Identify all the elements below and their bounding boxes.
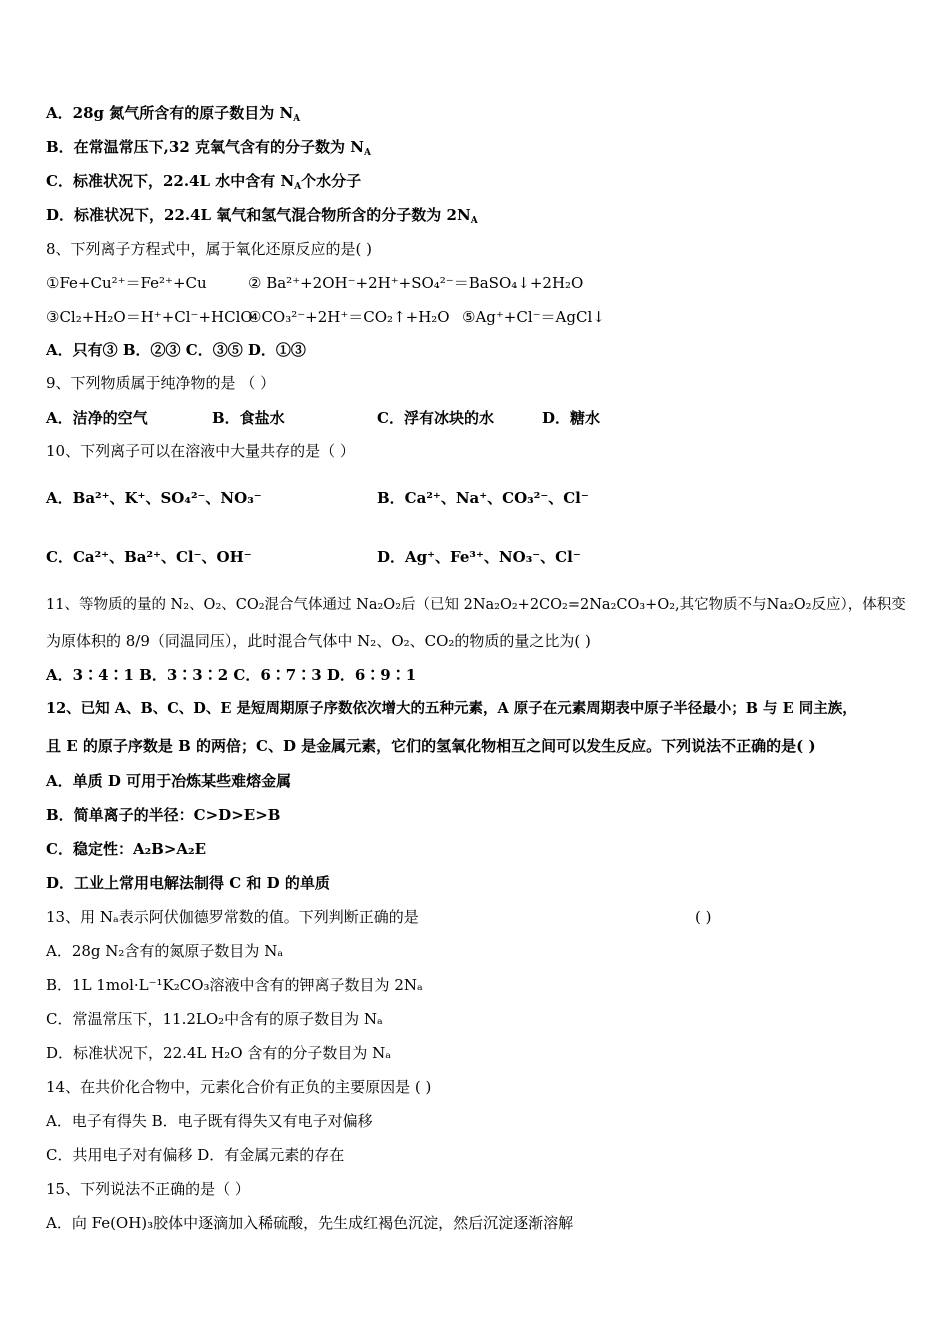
q10-option-c: C．Ca²⁺、Ba²⁺、Cl⁻、OH⁻ — [46, 548, 252, 566]
q9-option-b: B．食盐水 — [212, 409, 285, 427]
q9-option-c: C．浮有冰块的水 — [377, 409, 494, 427]
q11-stem-line2: 为原体积的 8/9（同温同压），此时混合气体中 N₂、O₂、CO₂的物质的量之比为( ) — [46, 632, 591, 650]
q8-equation-4: ④CO₃²⁻+2H⁺＝CO₂↑+H₂O — [248, 308, 450, 326]
q8-stem: 8、下列离子方程式中，属于氧化还原反应的是( ) — [46, 240, 373, 258]
q12-option-a: A．单质 D 可用于冶炼某些难熔金属 — [46, 772, 292, 790]
q11-stem-line1: 11、等物质的量的 N₂、O₂、CO₂混合气体通过 Na₂O₂后（已知 2Na₂O₂+2CO₂=2Na₂CO₃+O₂,其它物质不与Na₂O₂反应），体积变 — [46, 597, 906, 613]
q14-stem: 14、在共价化合物中，元素化合价有正负的主要原因是 ( ) — [46, 1078, 432, 1096]
q13-option-a: A．28g N₂含有的氮原子数目为 Nₐ — [46, 942, 284, 960]
q9-option-a: A．洁净的空气 — [46, 409, 148, 427]
q8-equation-3: ③Cl₂+H₂O＝H⁺+Cl⁻+HClO — [46, 308, 253, 326]
q8-equation-1: ①Fe+Cu²⁺＝Fe²⁺+Cu — [46, 274, 207, 292]
q13-option-c: C．常温常压下，11.2LO₂中含有的原子数目为 Nₐ — [46, 1010, 383, 1028]
q7-option-b: B．在常温常压下,32 克氧气含有的分子数为 $N_A$ — [46, 138, 371, 158]
q12-option-c: C．稳定性：A₂B>A₂E — [46, 840, 207, 858]
q15-stem: 15、下列说法不正确的是（ ） — [46, 1180, 250, 1198]
q9-option-d: D．糖水 — [542, 409, 601, 427]
q12-option-d: D．工业上常用电解法制得 C 和 D 的单质 — [46, 874, 330, 892]
q10-option-a: A．Ba²⁺、K⁺、SO₄²⁻、NO₃⁻ — [46, 489, 262, 507]
q11-options: A．3∶4∶1 B．3∶3∶2 C．6∶7∶3 D．6∶9∶1 — [46, 666, 417, 684]
q12-stem-line1: 12、已知 A、B、C、D、E 是短周期原子序数依次增大的五种元素，A 原子在元素周期表中原子半径最小；B 与 E 同主族， — [46, 700, 857, 717]
q10-option-d: D．Ag⁺、Fe³⁺、NO₃⁻、Cl⁻ — [377, 548, 581, 566]
q10-stem: 10、下列离子可以在溶液中大量共存的是（ ） — [46, 442, 355, 460]
q8-options: A．只有③ B．②③ C．③⑤ D．①③ — [46, 341, 306, 359]
q13-option-d: D．标准状况下，22.4L H₂O 含有的分子数目为 Nₐ — [46, 1044, 391, 1062]
q9-stem: 9、下列物质属于纯净物的是 （ ） — [46, 374, 276, 392]
q12-option-b: B．简单离子的半径：C>D>E>B — [46, 806, 281, 824]
q7-option-c: C．标准状况下，22.4L 水中含有 $N_A$个水分子 — [46, 172, 362, 192]
q15-option-a: A．向 Fe(OH)₃胶体中逐滴加入稀硫酸，先生成红褐色沉淀，然后沉淀逐渐溶解 — [46, 1214, 574, 1232]
q7-option-a: A．28g 氮气所含有的原子数目为 $N_A$ — [46, 104, 301, 124]
q7-option-d: D．标准状况下，22.4L 氧气和氢气混合物所含的分子数为 $2N_A$ — [46, 206, 478, 226]
q13-option-b: B．1L 1mol·L⁻¹K₂CO₃溶液中含有的钾离子数目为 2Nₐ — [46, 976, 423, 994]
q12-stem-line2: 且 E 的原子序数是 B 的两倍；C、D 是金属元素，它们的氢氧化物相互之间可以发生反应。下列说法不正确的是( ) — [46, 737, 816, 755]
q14-options-cd: C．共用电子对有偏移 D．有金属元素的存在 — [46, 1146, 345, 1164]
q8-equation-2: ② Ba²⁺+2OH⁻+2H⁺+SO₄²⁻＝BaSO₄↓+2H₂O — [248, 274, 584, 292]
q14-options-ab: A．电子有得失 B．电子既有得失又有电子对偏移 — [46, 1112, 373, 1130]
q13-answer-paren: ( ) — [695, 908, 712, 926]
q10-option-b: B．Ca²⁺、Na⁺、CO₃²⁻、Cl⁻ — [377, 489, 589, 507]
q13-stem: 13、用 Nₐ表示阿伏伽德罗常数的值。下列判断正确的是 — [46, 908, 419, 926]
q8-equation-5: ⑤Ag⁺+Cl⁻＝AgCl↓ — [462, 308, 605, 326]
